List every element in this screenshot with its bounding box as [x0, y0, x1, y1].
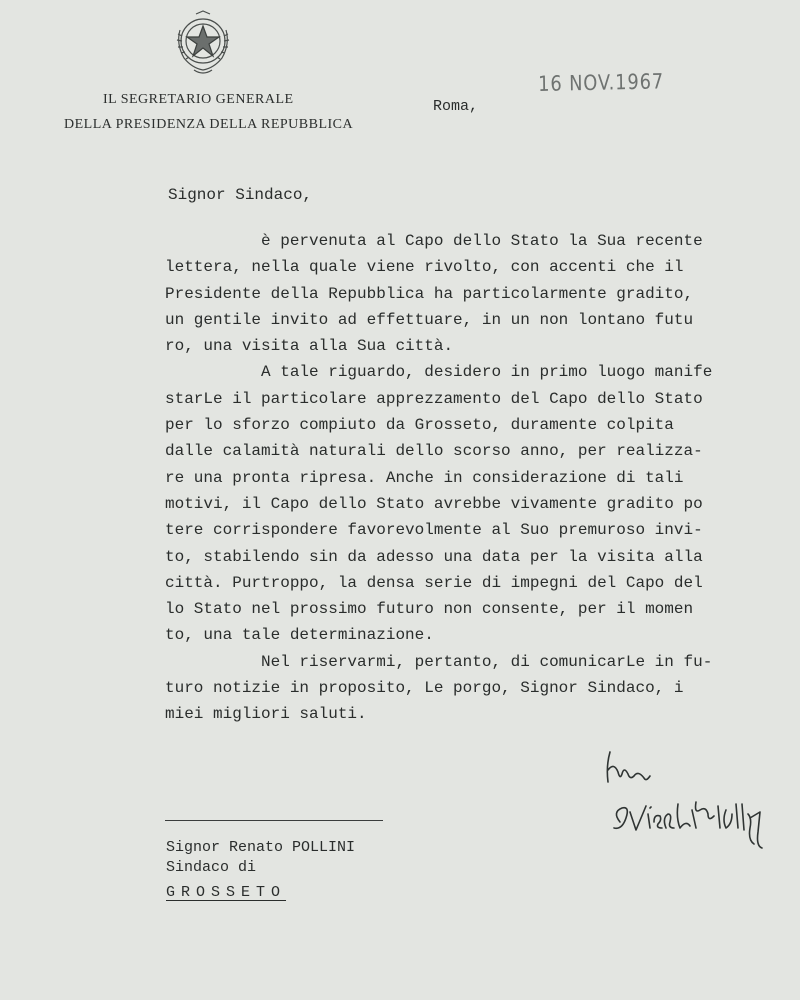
addressee-title: Sindaco di — [166, 859, 257, 876]
body-line: motivi, il Capo dello Stato avrebbe vivamente gradito po — [165, 494, 703, 513]
body-line: re una pronta ripresa. Anche in considerazione di tali — [165, 468, 684, 487]
addressee-block — [166, 838, 355, 878]
body-line: è pervenuta al Capo dello Stato la Sua recente — [165, 232, 703, 250]
date-stamp: 16 NOV.1967 — [538, 69, 665, 96]
body-line: A tale riguardo, desidero in primo luogo manife — [165, 363, 713, 382]
body-line: tere corrispondere favorevolmente al Suo premuroso invi- — [165, 521, 703, 540]
letterhead-line-2: DELLA PRESIDENZA DELLA REPUBBLICA — [64, 117, 354, 132]
body-line: Presidente della Repubblica ha particolarmente gradito, — [165, 284, 694, 303]
body-line: città. Purtroppo, la densa serie di impegni del Capo del — [165, 573, 703, 592]
salutation: Signor Sindaco, — [168, 186, 313, 204]
body-line: turo notizie in proposito, Le porgo, Signor Sindaco, i — [165, 679, 684, 698]
body-line: un gentile invito ad effettuare, in un non lontano futu — [165, 310, 694, 329]
handwritten-signature — [600, 748, 775, 858]
letterhead-line-1: IL SEGRETARIO GENERALE — [103, 92, 294, 107]
body-line: to, una tale determinazione. — [165, 626, 434, 645]
addressee-name: Signor Renato POLLINI — [166, 839, 356, 856]
body-line: per lo sforzo compiuto da Grosseto, duramente colpita — [165, 416, 674, 435]
body-line: to, stabilendo sin da adesso una data per la visita alla — [165, 547, 703, 566]
place: Roma, — [433, 98, 479, 115]
body-line: ro, una visita alla Sua città. — [165, 337, 454, 356]
separator-line — [165, 820, 383, 821]
body-line: starLe il particolare apprezzamento del Capo dello Stato — [165, 389, 703, 408]
body-line: lettera, nella quale viene rivolto, con accenti che il — [165, 258, 684, 277]
body-line: dalle calamità naturali dello scorso anno, per realizza- — [165, 442, 703, 461]
body-line: Nel riservarmi, pertanto, di comunicarLe in fu- — [165, 652, 713, 671]
show-through-text — [410, 130, 418, 145]
italian-republic-emblem-icon — [172, 10, 234, 76]
addressee-city: GROSSETO — [166, 884, 287, 901]
body-line: lo Stato nel prossimo futuro non consente, per il momen — [165, 600, 694, 619]
body-line: miei migliori saluti. — [165, 705, 367, 724]
letter-body — [165, 228, 725, 728]
